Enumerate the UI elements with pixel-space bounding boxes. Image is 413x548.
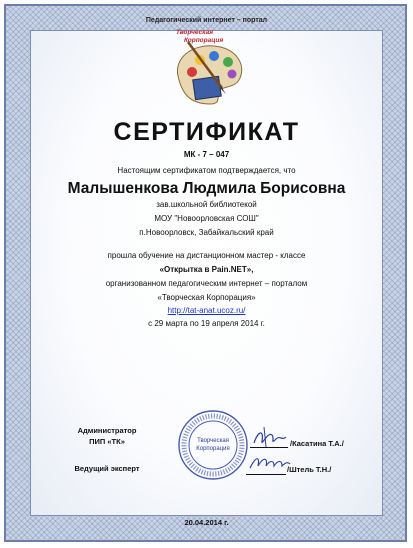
recipient-location: п.Новоорловск, Забайкальский край [139, 228, 274, 237]
recipient-school: МОУ "Новоорловская СОШ" [154, 214, 259, 223]
course-name: «Открытка в Pain.NET», [159, 265, 254, 274]
expert-label: Ведущий эксперт [74, 464, 140, 473]
stamp-seal-icon [176, 408, 250, 482]
recipient-position: зав.школьной библиотекой [156, 200, 257, 209]
recipient-name: Малышенкова Людмила Борисовна [67, 180, 346, 197]
portal-name: «Творческая Корпорация» [157, 293, 256, 302]
expert-signature-line [246, 474, 286, 475]
admin-signature [250, 425, 290, 449]
portal-logo [170, 28, 250, 108]
course-period: с 29 марта по 19 апреля 2014 г. [148, 319, 265, 328]
issue-date: 20.04.2014 г. [184, 518, 229, 527]
admin-name: /Касатина Т.А./ [290, 439, 344, 448]
completion-text: прошла обучение на дистанционном мастер - классе [107, 251, 306, 260]
stamp-text-line2: Корпорация [196, 446, 230, 452]
stamp-text-line1: Творческая [197, 438, 229, 444]
certificate-intro: Настоящим сертификатом подтверждается, что [117, 166, 296, 175]
portal-url-row [0, 306, 413, 315]
handwritten-signature-icon [250, 425, 290, 449]
organized-text: организованном педагогическим интернет – порталом [105, 279, 308, 288]
portal-caption: Педагогический интернет – портал [145, 17, 268, 24]
expert-name: /Штель Т.Н./ [287, 465, 332, 474]
admin-label-line2: ПИП «ТК» [89, 437, 125, 446]
certificate-number: МК - 7 – 047 [183, 150, 230, 159]
admin-label-line1: Администратор [77, 426, 137, 435]
admin-signature-line [250, 447, 288, 448]
logo-text-line2: Корпорация [184, 37, 224, 44]
logo-text-line1: Творческая [176, 29, 214, 36]
official-stamp [176, 408, 250, 482]
portal-url-link[interactable]: http://tat-anat.ucoz.ru/ [167, 306, 246, 315]
certificate-title: СЕРТИФИКАТ [113, 118, 300, 146]
